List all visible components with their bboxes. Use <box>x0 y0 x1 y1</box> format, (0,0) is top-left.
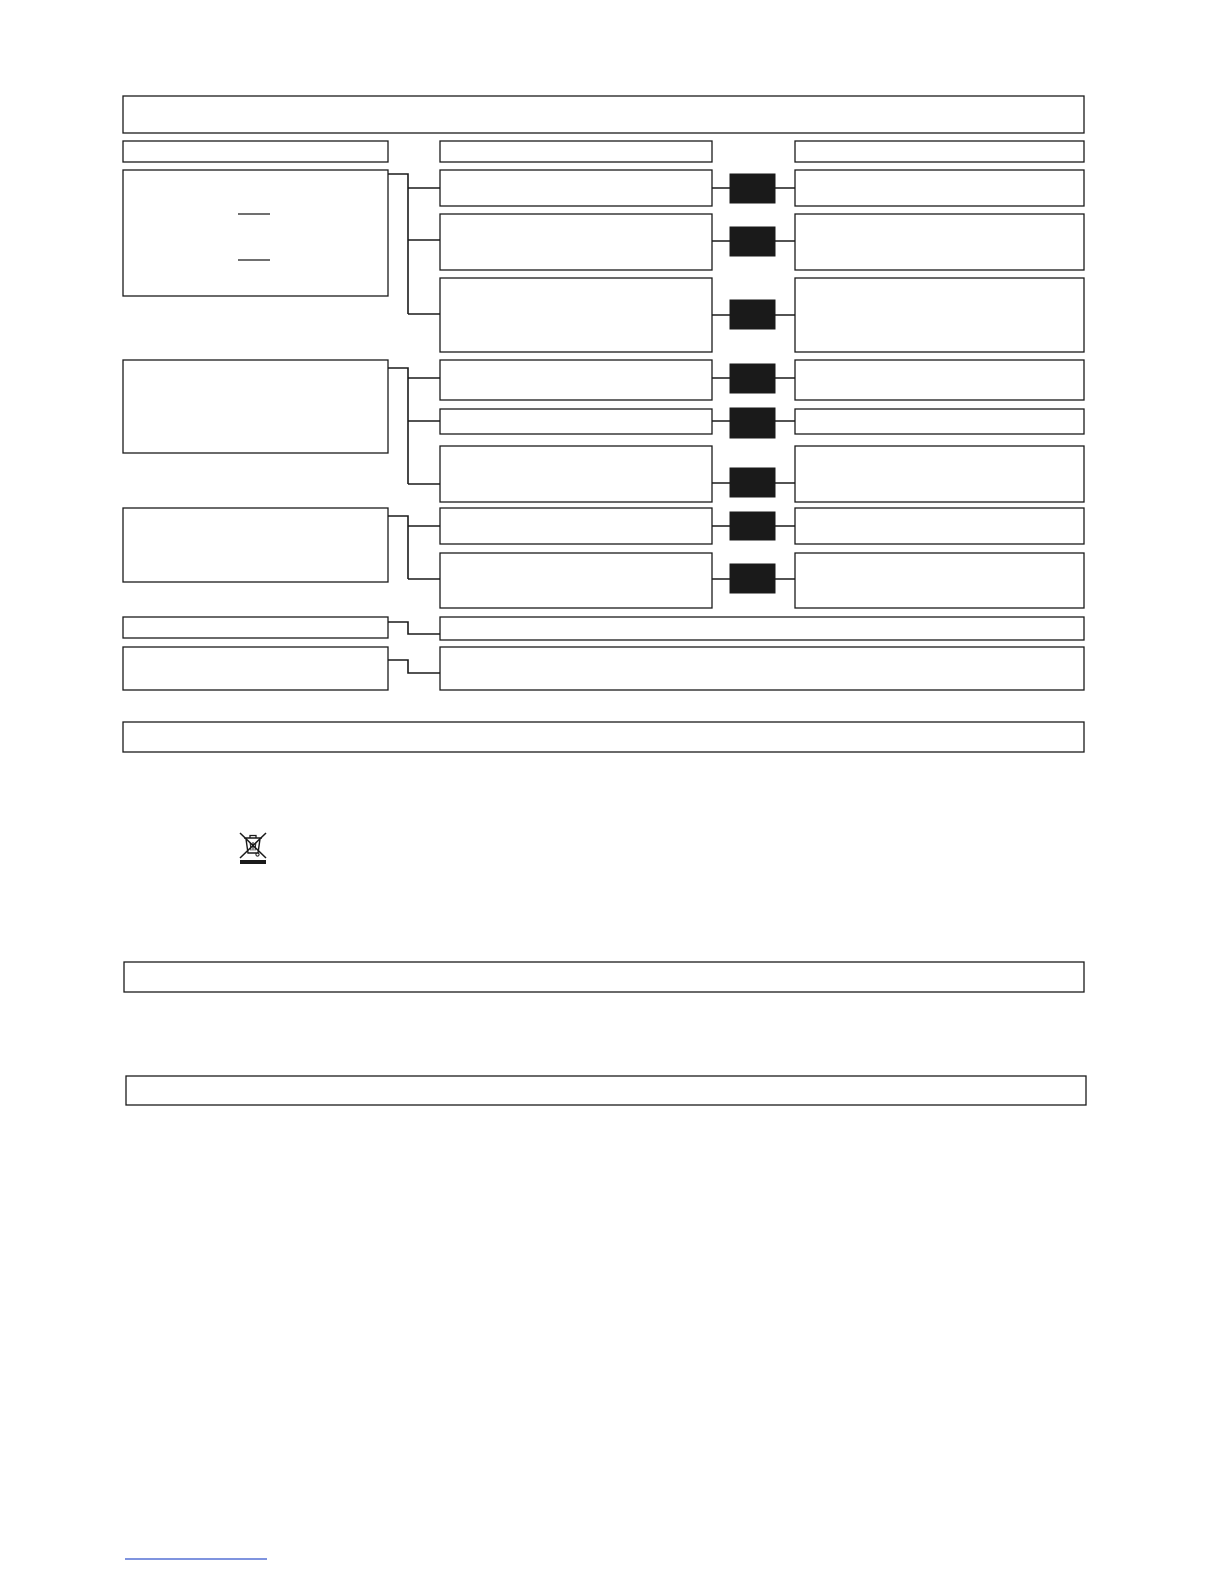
cause-box-3-2 <box>440 553 712 608</box>
header-problem <box>123 141 388 162</box>
section-banner-1 <box>123 722 1084 752</box>
connector-group-2 <box>388 368 440 484</box>
connector-group-1 <box>388 174 440 314</box>
connector-group-3 <box>388 516 440 579</box>
cause-box-3-1 <box>440 508 712 544</box>
arrow-badge <box>730 174 775 203</box>
cause-box-5-1 <box>440 647 1084 690</box>
arrow-badge <box>730 512 775 540</box>
remedy-box-2-3 <box>795 446 1084 502</box>
header-remedy <box>795 141 1084 162</box>
arrow-badge <box>730 227 775 256</box>
problem-box-5 <box>123 647 388 690</box>
connector-group-4 <box>388 622 440 634</box>
section-banner-3 <box>126 1076 1086 1105</box>
cause-box-1-1 <box>440 170 712 206</box>
cause-box-4-1 <box>440 617 1084 640</box>
remedy-box-1-3 <box>795 278 1084 352</box>
arrow-badge <box>730 408 775 438</box>
cause-box-2-3 <box>440 446 712 502</box>
remedy-box-3-1 <box>795 508 1084 544</box>
arrow-badge <box>730 364 775 393</box>
remedy-box-3-2 <box>795 553 1084 608</box>
cause-box-1-2 <box>440 214 712 270</box>
problem-box-2 <box>123 360 388 453</box>
cause-box-1-3 <box>440 278 712 352</box>
remedy-box-2-2 <box>795 409 1084 434</box>
header-cause <box>440 141 712 162</box>
title-banner <box>123 96 1084 133</box>
remedy-box-2-1 <box>795 360 1084 400</box>
section-banner-2 <box>124 962 1084 992</box>
arrow-badge <box>730 300 775 329</box>
problem-box-1 <box>123 170 388 296</box>
problem-box-4 <box>123 617 388 638</box>
cause-box-2-1 <box>440 360 712 400</box>
problem-box-3 <box>123 508 388 582</box>
remedy-box-1-2 <box>795 214 1084 270</box>
arrow-badge <box>730 564 775 593</box>
arrow-badge <box>730 468 775 497</box>
cause-box-2-2 <box>440 409 712 434</box>
crossed-out-wheelie-bin-icon <box>240 833 266 864</box>
remedy-box-1-1 <box>795 170 1084 206</box>
connector-group-5 <box>388 660 440 673</box>
